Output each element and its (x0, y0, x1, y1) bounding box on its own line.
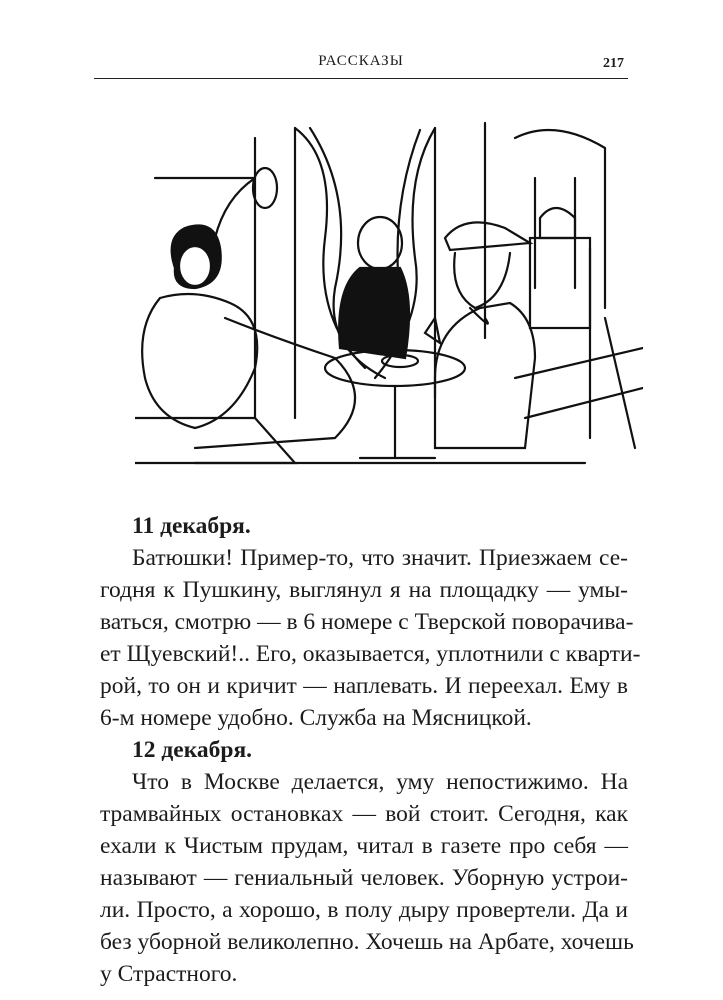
text-line: без уборной великолепно. Хочешь на Арбате, хочешь (100, 929, 634, 955)
text-line: у Страстного. (100, 961, 238, 987)
running-title: РАССКАЗЫ (318, 53, 404, 69)
text-line: ли. Просто, а хорошо, в полу дыру провертели. Да и (100, 897, 628, 923)
text-line: ваться, смотрю — в 6 номере с Тверской поворачива- (100, 609, 634, 635)
text-line: ехали к Чистым прудам, читал в газете про себя — (100, 833, 628, 859)
text-line: называют — гениальный человек. Уборную устрои- (100, 865, 628, 891)
running-head (94, 50, 628, 79)
diary-text (100, 510, 641, 990)
text-line: 6-м номере удобно. Служба на Мясницкой. (100, 705, 532, 731)
text-line: трамвайных остановках — вой стоит. Сегодня, как (100, 801, 628, 827)
text-line: рой, то он и кричит — наплевать. И переехал. Ему в (100, 673, 628, 699)
entry-date: 11 декабря. (132, 513, 251, 539)
page-number: 217 (603, 56, 624, 71)
entry-date: 12 декабря. (132, 737, 253, 763)
text-line: Батюшки! Пример-то, что значит. Приезжаем се- (132, 545, 628, 571)
text-line: ет Щуевский!.. Его, оказывается, уплотнили с кварти- (100, 641, 641, 667)
illustration-tram-scene (135, 118, 643, 468)
text-line: Что в Москве делается, уму непостижимо. На (132, 769, 628, 795)
text-line: годня к Пушкину, выглянул я на площадку — умы- (100, 577, 628, 603)
